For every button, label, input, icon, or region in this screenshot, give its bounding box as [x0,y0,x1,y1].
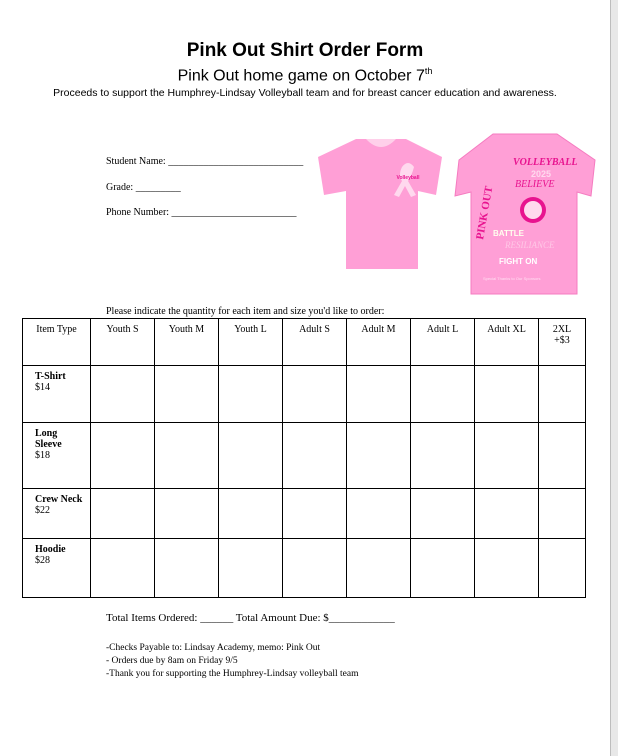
item-name: Long Sleeve [35,428,62,450]
svg-text:Special Thanks to Our Sponsors: Special Thanks to Our Sponsors [483,276,541,281]
svg-text:BELIEVE: BELIEVE [515,179,555,190]
quantity-cell[interactable] [91,366,155,423]
header-cell: Youth L [219,319,283,366]
quantity-cell[interactable] [475,489,539,539]
item-cell [23,489,91,539]
header-cell: Youth S [91,319,155,366]
note-checks: -Checks Payable to: Lindsay Academy, memo: Pink Out [106,643,321,653]
quantity-cell[interactable] [219,423,283,489]
item-price: $28 [35,555,50,566]
quantity-cell[interactable] [539,366,586,423]
quantity-cell[interactable] [91,539,155,598]
table-row [23,539,586,598]
svg-text:PINK OUT: PINK OUT [474,185,496,241]
quantity-cell[interactable] [347,366,411,423]
svg-text:2025: 2025 [531,169,552,179]
quantity-cell[interactable] [155,423,219,489]
header-cell: Youth M [155,319,219,366]
note-thanks: -Thank you for supporting the Humphrey-Lindsay volleyball team [106,669,359,679]
quantity-cell[interactable] [155,539,219,598]
item-price: $18 [35,450,50,461]
quantity-cell[interactable] [475,366,539,423]
item-name: T-Shirt [35,371,66,382]
quantity-cell[interactable] [283,489,347,539]
phone-field[interactable]: Phone Number: _________________________ [106,207,297,218]
item-cell [23,366,91,423]
quantity-cell[interactable] [411,366,475,423]
totals-line[interactable]: Total Items Ordered: ______ Total Amount Due: $____________ [106,612,395,624]
item-price: $14 [35,382,50,393]
header-cell: Adult S [283,319,347,366]
svg-text:VOLLEYBALL: VOLLEYBALL [513,157,578,168]
svg-text:Volleyball: Volleyball [396,175,420,181]
quantity-cell[interactable] [347,539,411,598]
item-name: Crew Neck [35,494,83,505]
quantity-cell[interactable] [411,489,475,539]
item-cell [23,539,91,598]
quantity-cell[interactable] [219,489,283,539]
quantity-cell[interactable] [539,423,586,489]
quantity-cell[interactable] [475,539,539,598]
quantity-cell[interactable] [283,539,347,598]
quantity-cell[interactable] [411,423,475,489]
page-edge [610,0,618,756]
note-due: - Orders due by 8am on Friday 9/5 [106,656,238,666]
proceeds-text: Proceeds to support the Humphrey-Lindsay Volleyball team and for breast cancer education and awareness. [53,87,557,99]
quantity-cell[interactable] [475,423,539,489]
quantity-cell[interactable] [155,366,219,423]
quantity-cell[interactable] [347,489,411,539]
quantity-cell[interactable] [539,489,586,539]
svg-text:RESILIANCE: RESILIANCE [505,240,555,250]
header-cell: Item Type [23,319,91,366]
instructions: Please indicate the quantity for each item and size you'd like to order: [106,306,385,317]
back-shirt-image [453,130,597,296]
quantity-cell[interactable] [155,489,219,539]
header-cell: Adult L [411,319,475,366]
header-cell: 2XL +$3 [539,319,586,366]
svg-text:BATTLE: BATTLE [493,229,524,238]
quantity-cell[interactable] [91,489,155,539]
subtitle [0,66,610,85]
quantity-cell[interactable] [411,539,475,598]
item-price: $22 [35,505,50,516]
quantity-cell[interactable] [219,366,283,423]
item-name: Hoodie [35,544,66,555]
front-shirt-image [318,133,444,270]
subtitle-sup: th [424,66,433,76]
page-title: Pink Out Shirt Order Form [186,40,424,61]
svg-text:FIGHT ON: FIGHT ON [499,257,538,266]
quantity-cell[interactable] [539,539,586,598]
table-header-row [23,319,586,366]
quantity-cell[interactable] [283,366,347,423]
quantity-cell[interactable] [347,423,411,489]
student-name-field[interactable]: Student Name: ___________________________ [106,156,304,167]
grade-field[interactable]: Grade: _________ [106,182,181,193]
quantity-cell[interactable] [219,539,283,598]
order-table [22,318,586,598]
table-row [23,423,586,489]
quantity-cell[interactable] [91,423,155,489]
subtitle-text: Pink Out home game on October 7 [177,67,425,85]
item-cell [23,423,91,489]
table-row [23,489,586,539]
quantity-cell[interactable] [283,423,347,489]
header-cell: Adult XL [475,319,539,366]
header-cell: Adult M [347,319,411,366]
table-row [23,366,586,423]
